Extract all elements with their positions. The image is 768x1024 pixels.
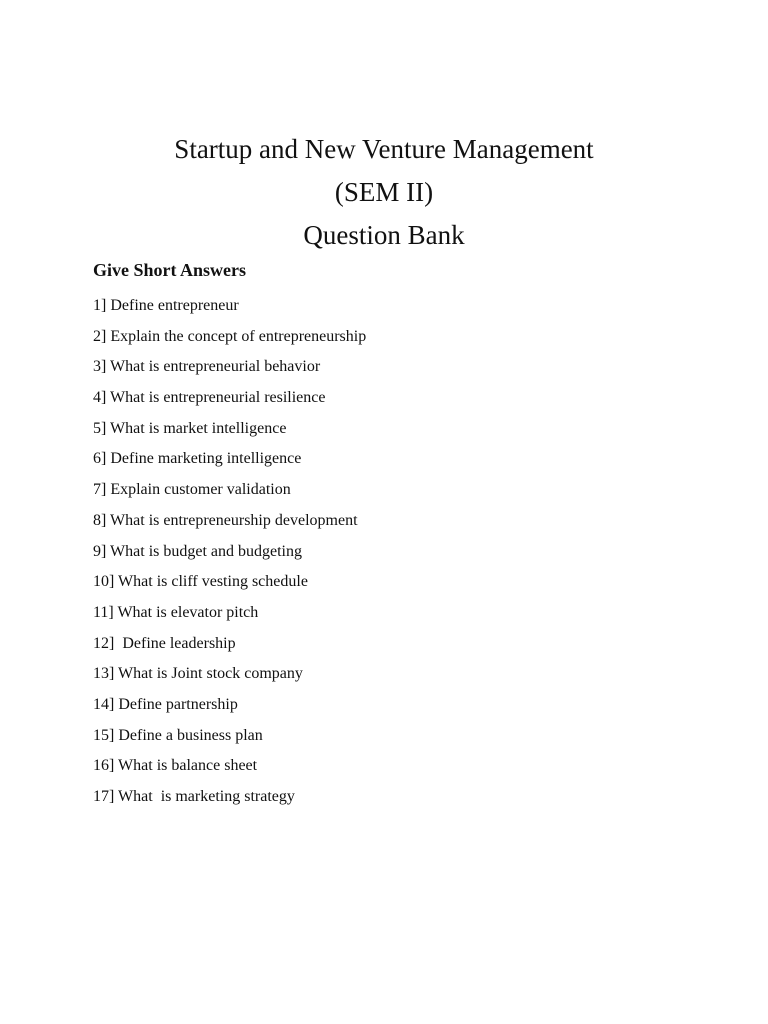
question-item: 5] What is market intelligence (93, 419, 287, 437)
question-item: 16] What is balance sheet (93, 757, 258, 775)
question-item: 1] Define entrepreneur (93, 297, 239, 314)
section-heading: Give Short Answers (93, 260, 246, 280)
question-item: 11] What is elevator pitch (93, 603, 259, 621)
question-item: 12] Define leadership (93, 634, 236, 652)
title-line-question-bank: Question Bank (303, 220, 465, 250)
question-item: 4] What is entrepreneurial resilience (93, 389, 326, 407)
title-line-course: Startup and New Venture Management (174, 134, 594, 164)
question-item: 7] Explain customer validation (93, 481, 291, 499)
question-item: 10] What is cliff vesting schedule (93, 573, 308, 591)
question-item: 15] Define a business plan (93, 726, 263, 744)
document-title (0, 128, 768, 257)
question-item: 9] What is budget and budgeting (93, 542, 302, 560)
question-list (93, 291, 366, 813)
question-item: 2] Explain the concept of entrepreneurship (93, 327, 367, 345)
question-item: 3] What is entrepreneurial behavior (93, 358, 321, 376)
title-line-semester: (SEM II) (334, 177, 434, 207)
question-item: 17] What is marketing strategy (93, 788, 295, 805)
question-item: 8] What is entrepreneurship development (93, 511, 358, 529)
question-item: 6] Define marketing intelligence (93, 450, 302, 468)
question-item: 14] Define partnership (93, 695, 238, 713)
question-item: 13] What is Joint stock company (93, 665, 303, 683)
